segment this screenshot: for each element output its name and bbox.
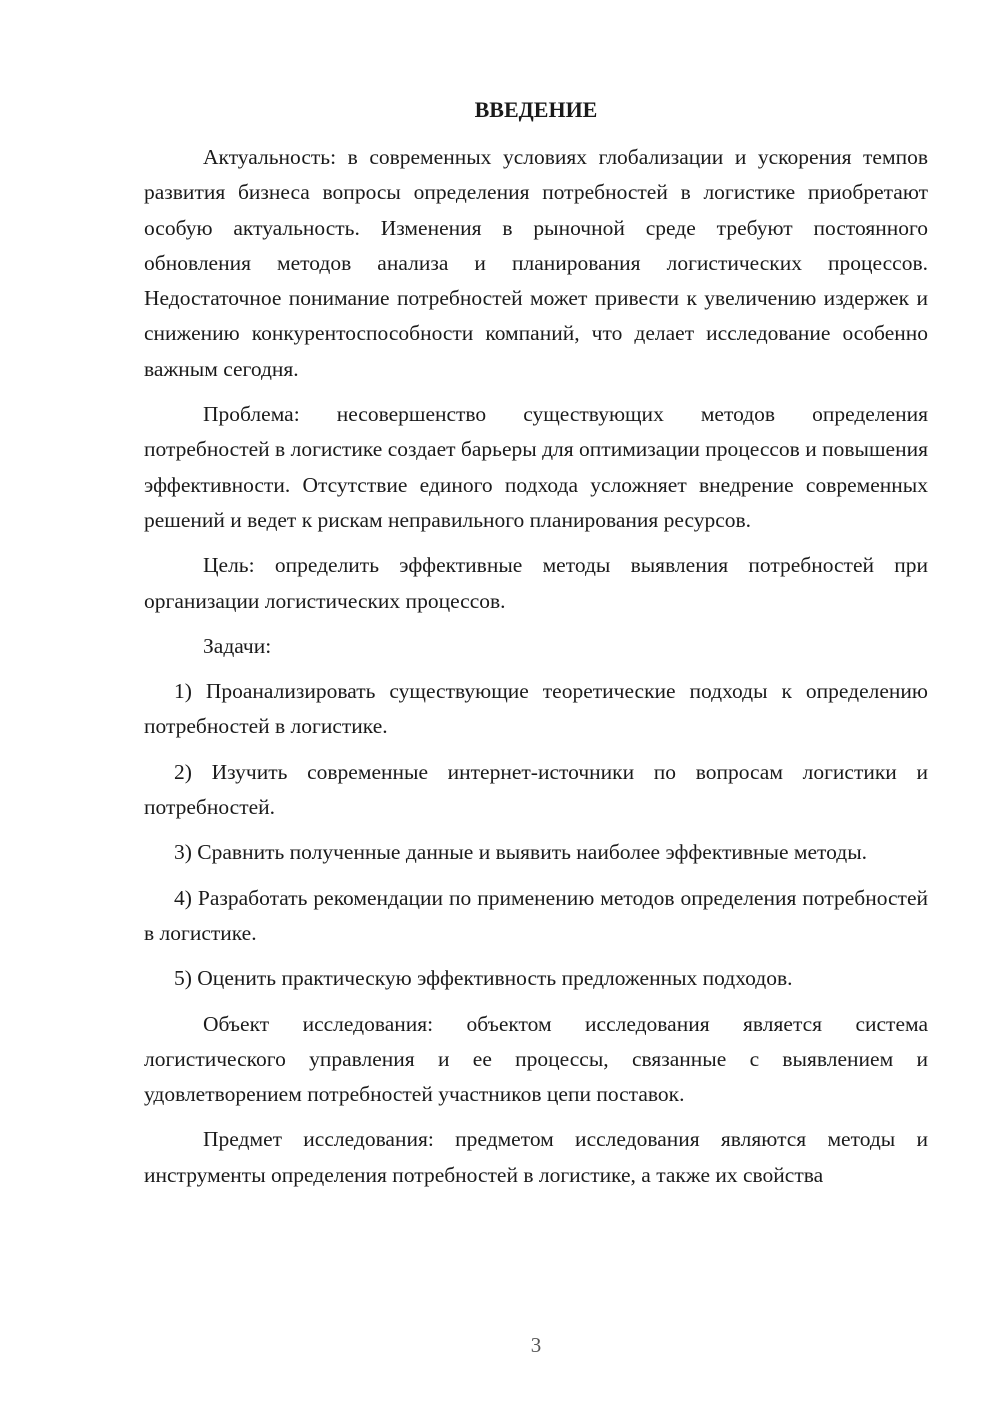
task-item: 3) Сравнить полученные данные и выявить наиболее эффективные методы. [174,840,868,865]
document-title: ВВЕДЕНИЕ [474,97,598,122]
task-item: 2) Изучить современные интернет-источники по вопросам логистики и потребностей. [144,759,928,820]
document-page [144,92,928,1203]
subject-paragraph: Предмет исследования: предметом исследования являются методы и инструменты определения потребностей в логистике, а также их свойства [144,1127,928,1187]
relevance-paragraph: Актуальность: в современных условиях глобализации и ускорения темпов развития бизнеса вопросы определения потребностей в логистике приобретают особую актуальность. Изменения в рыночной среде требуют постоянного обновления методов анализа и планирования логистических процессов. Недостаточное понимание потребностей может привести к увеличению издержек и снижению конкурентоспособности компаний, что делает исследование особенно важным сегодня. [144,145,928,381]
page-number: 3 [530,1333,542,1357]
task-item: 4) Разработать рекомендации по применению методов определения потребностей в логистике. [144,885,928,945]
object-paragraph: Объект исследования: объектом исследования является система логистического управления и ее процессы, связанные с выявлением и удовлетворением потребностей участников цепи поставок. [144,1011,928,1107]
task-item: 1) Проанализировать существующие теоретические подходы к определению потребностей в логистике. [144,679,928,739]
goal-paragraph: Цель: определить эффективные методы выявления потребностей при организации логистических процессов. [144,553,928,613]
task-item: 5) Оценить практическую эффективность предложенных подходов. [174,966,793,991]
problem-paragraph: Проблема: несовершенство существующих методов определения потребностей в логистике создает барьеры для оптимизации процессов и повышения эффективности. Отсутствие единого подхода усложняет внедрение современных решений и ведет к рискам неправильного планирования ресурсов. [144,402,928,532]
tasks-label: Задачи: [203,633,272,658]
